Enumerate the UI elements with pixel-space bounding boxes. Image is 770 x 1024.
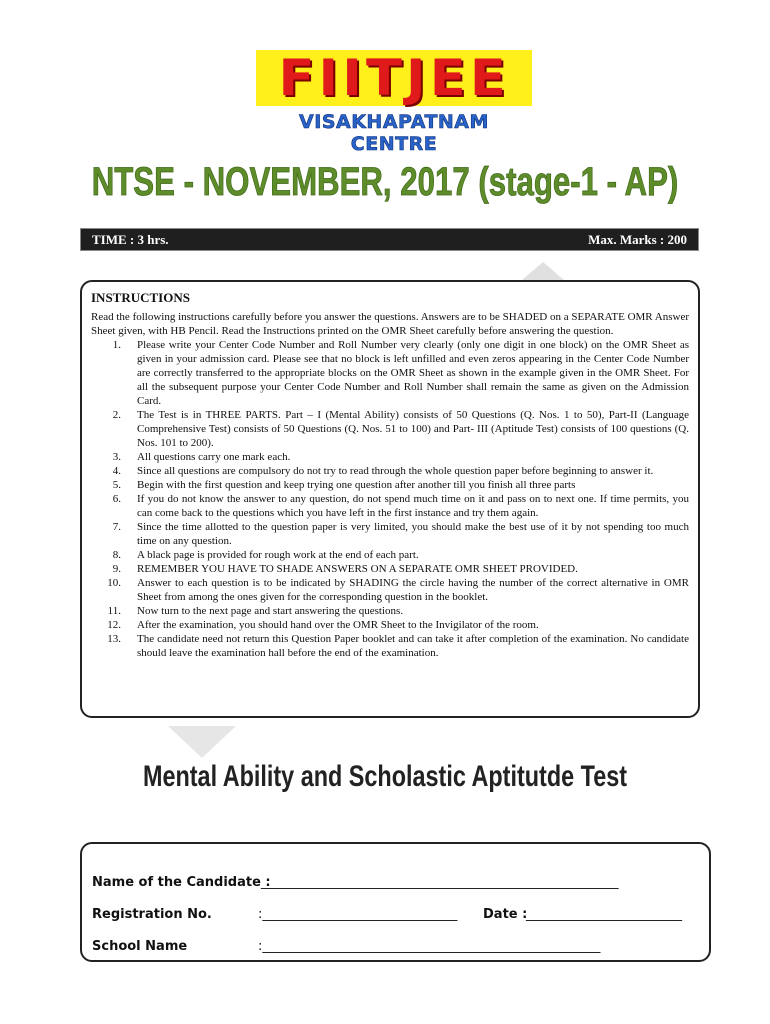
instruction-number: 6.: [112, 493, 121, 505]
instruction-text: The candidate need not return this Question Paper booklet and can take it after completion of the examination. No candidate should leave the examination hall before the end of the examination.: [137, 633, 689, 659]
fiitjee-logo: [256, 50, 532, 106]
instruction-text: Answer to each question is to be indicated by SHADING the circle having the number of the correct alternative in OMR Sheet from among the ones given for the corresponding question in the booklet.: [137, 577, 689, 603]
instruction-item: [91, 450, 689, 464]
instruction-text: The Test is in THREE PARTS. Part – I (Mental Ability) consists of 50 Questions (Q. Nos. 1 to 50), Part-II (Language Comprehensive Test) consists of 50 Questions (Q. Nos. 51 to 100) and Part- III (Aptitude Test) consists of 100 questions (Q. Nos. 101 to 200).: [137, 409, 689, 449]
candidate-name-label: Name of the Candidate :: [92, 875, 271, 890]
instruction-number: 13.: [107, 633, 121, 645]
instructions-box: [80, 280, 700, 718]
instruction-item: [91, 478, 689, 492]
instruction-item: [91, 618, 689, 632]
instruction-text: Now turn to the next page and start answering the questions.: [137, 605, 404, 617]
registration-label: Registration No.: [92, 907, 212, 922]
registration-line[interactable]: :______________________________: [258, 907, 458, 922]
date-label: Date :: [483, 907, 528, 922]
instruction-text: Please write your Center Code Number and Roll Number very clearly (only one digit in one block) on the OMR Sheet as given in your admission card. Please see that no block is left unfilled and even zeros appearing in the Center Code Number are correctly transferred to the appropriate blocks on the OMR Sheet as shown in the example given in the OMR Sheet. For all the subsequent purpose your Center Code Number and Roll Number shall remain the same as given on the Admission Card.: [137, 339, 689, 407]
instruction-text: All questions carry one mark each.: [137, 451, 291, 463]
instruction-number: 5.: [112, 479, 121, 491]
instruction-number: 4.: [112, 465, 121, 477]
date-line[interactable]: ________________________: [526, 907, 682, 922]
exam-title: NTSE - NOVEMBER, 2017 (stage-1 - AP): [91, 160, 679, 204]
instructions-title: INSTRUCTIONS: [91, 290, 190, 305]
instruction-text: If you do not know the answer to any question, do not spend much time on it and pass on to next one. If time permits, you can come back to the questions which you have left in the first instance and try them again.: [137, 493, 689, 519]
candidate-name-line[interactable]: _______________________________________________________: [261, 875, 619, 890]
instruction-item: [91, 632, 689, 660]
instruction-number: 3.: [112, 451, 121, 463]
instruction-item: [91, 562, 689, 576]
instruction-number: 12.: [107, 619, 121, 631]
time-marks-bar: [80, 228, 699, 251]
decorative-arrow-down: [168, 726, 236, 758]
candidate-details-box: [80, 842, 711, 962]
instruction-text: After the examination, you should hand over the OMR Sheet to the Invigilator of the room.: [137, 619, 539, 631]
instruction-number: 7.: [112, 521, 121, 533]
instruction-item: [91, 492, 689, 520]
instruction-item: [91, 408, 689, 450]
instruction-item: [91, 548, 689, 562]
time-label: TIME : 3 hrs.: [92, 231, 169, 247]
school-name-line[interactable]: :____________________________________________________: [258, 939, 601, 954]
instruction-text: Since all questions are compulsory do not try to read through the whole question paper before beginning to answer it.: [137, 465, 654, 477]
instruction-item: [91, 576, 689, 604]
instruction-item: [91, 464, 689, 478]
instruction-text: REMEMBER YOU HAVE TO SHADE ANSWERS ON A SEPARATE OMR SHEET PROVIDED.: [137, 563, 578, 575]
instruction-text: Begin with the first question and keep trying one question after another till you finish all three parts: [137, 479, 576, 491]
instruction-item: [91, 604, 689, 618]
instruction-number: 2.: [112, 409, 121, 421]
instruction-number: 11.: [107, 605, 121, 617]
school-name-label: School Name: [92, 939, 188, 954]
instruction-number: 9.: [112, 563, 121, 575]
instruction-item: [91, 520, 689, 548]
instruction-number: 8.: [112, 549, 121, 561]
max-marks-label: Max. Marks : 200: [588, 231, 687, 247]
instruction-number: 1.: [112, 339, 121, 351]
instruction-number: 10.: [107, 577, 121, 589]
logo-text: FIITJEE: [278, 49, 510, 107]
instruction-text: Since the time allotted to the question paper is very limited, you should make the best use of it by not spending too much time on any question.: [137, 521, 689, 547]
instructions-list: [91, 338, 689, 660]
centre-name: VISAKHAPATNAM CENTRE: [299, 111, 489, 155]
instructions-intro: Read the following instructions carefully before you answer the questions. Answers are to be SHADED on a SEPARATE OMR Answer Sheet given, with HB Pencil. Read the Instructions printed on the OMR Sheet carefully before answering the question.: [91, 311, 689, 337]
instruction-text: A black page is provided for rough work at the end of each part.: [137, 549, 419, 561]
instruction-item: [91, 338, 689, 408]
subject-title: Mental Ability and Scholastic Aptitutde Test: [142, 760, 628, 793]
